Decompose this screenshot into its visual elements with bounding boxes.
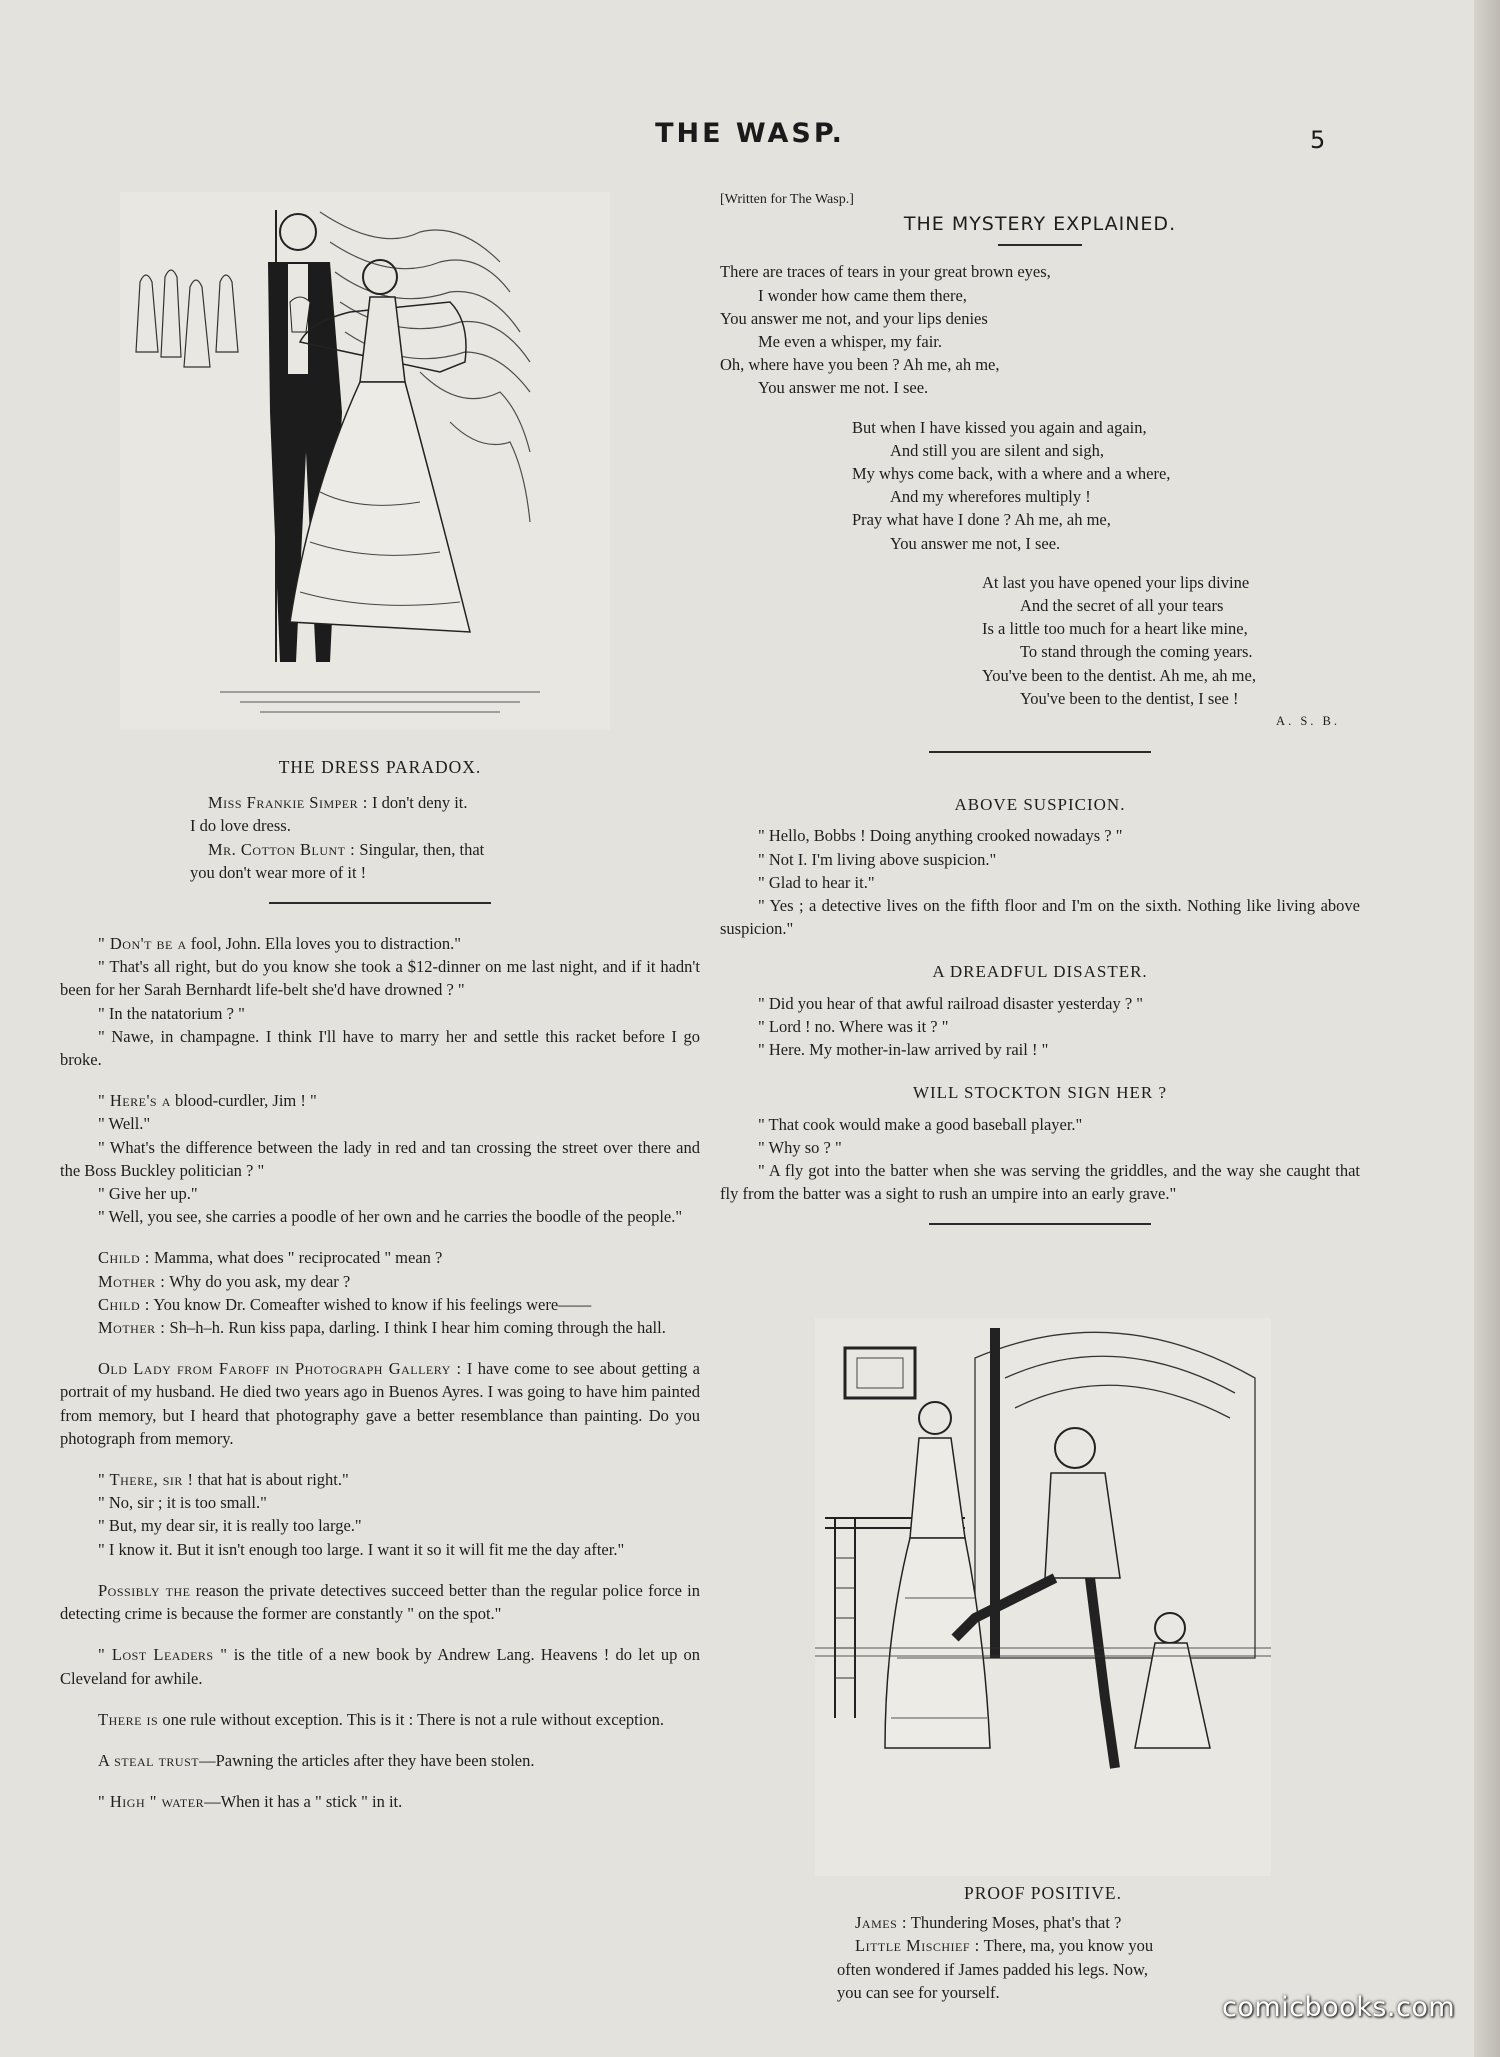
joke-text: one rule without exception. This is it : There is not a rule without exception. [158, 1709, 664, 1729]
joke-text: that hat is about right." [193, 1470, 349, 1490]
right-column [720, 188, 1360, 1225]
above-suspicion-title: ABOVE SUSPICION. [954, 795, 1126, 815]
joke-text: Sh–h–h. Run kiss papa, darling. I think I hear him coming through the hall. [165, 1318, 666, 1338]
masthead-title: THE WASP. [655, 118, 845, 149]
joke-text: —When it has a " stick " in it. [204, 1792, 403, 1812]
poem-line: You've been to the dentist. Ah me, ah me, [982, 665, 1256, 685]
joke-detectives [60, 1579, 700, 1625]
proof-positive-title: PROOF POSITIVE. [964, 1883, 1122, 1903]
joke-text: " That's all right, but do you know she took a $12-dinner on me last night, and if it hadn't been for her Sarah Bernhardt life-belt she'd have drowned ? " [60, 957, 700, 1000]
joke-photograph [60, 1357, 700, 1450]
poem-line: At last you have opened your lips divine [982, 572, 1250, 592]
poem-line: Me even a whisper, my fair. [758, 332, 942, 352]
joke-hat [60, 1468, 700, 1561]
joke-lead: " Lost Leaders " [98, 1645, 228, 1665]
caption-text: Singular, then, that [355, 839, 485, 859]
caption-speaker: James : [855, 1913, 907, 1933]
binding-edge [1474, 0, 1500, 2057]
section-divider [929, 1223, 1151, 1225]
joke-text: Why do you ask, my dear ? [165, 1271, 351, 1291]
joke-text: " I know it. But it isn't enough too large. I want it so it will fit me the day after." [98, 1539, 625, 1559]
joke-text: " In the natatorium ? " [98, 1003, 245, 1023]
piece-text: " Hello, Bobbs ! Doing anything crooked nowadays ? " [758, 826, 1123, 846]
proof-positive-caption [815, 1911, 1271, 2004]
poem-line: And the secret of all your tears [1020, 596, 1224, 616]
caption-text: I do love dress. [190, 816, 291, 836]
joke-text: " Well." [98, 1114, 151, 1134]
dress-paradox-title: THE DRESS PARADOX. [278, 757, 482, 777]
poem-stanza-2 [720, 416, 1360, 555]
dreadful-disaster [720, 960, 1360, 1061]
joke-lost-leaders [60, 1643, 700, 1689]
joke-lead: " Don't be a [98, 934, 187, 954]
poem-line: I wonder how came them there, [758, 285, 967, 305]
above-suspicion [720, 793, 1360, 940]
joke-lead: A steal trust [98, 1750, 200, 1770]
joke-text: Mamma, what does " reciprocated " mean ? [149, 1248, 443, 1268]
poem-signature: A. S. B. [1276, 714, 1340, 729]
little-mischief-figure [1135, 1613, 1210, 1748]
caption-text: There, ma, you know you [979, 1936, 1154, 1956]
piece-text: " Did you hear of that awful railroad disaster yesterday ? " [758, 993, 1144, 1013]
joke-text: " Give her up." [98, 1184, 198, 1204]
caption-speaker: Miss Frankie Simper : [208, 793, 368, 813]
poem-line: But when I have kissed you again and again, [852, 417, 1147, 437]
poem-line: You answer me not. I see. [758, 378, 929, 398]
poem-line: You answer me not, I see. [890, 533, 1061, 553]
joke-text: fool, John. Ella loves you to distraction." [186, 934, 462, 954]
will-stockton [720, 1081, 1360, 1205]
piece-text: " Not I. I'm living above suspicion." [758, 849, 997, 869]
poem-byline: [Written for The Wasp.] [720, 192, 854, 207]
piece-text: " Lord ! no. Where was it ? " [758, 1016, 949, 1036]
caption-speaker: Little Mischief : [855, 1936, 980, 1956]
joke-lead: Child : [98, 1248, 150, 1268]
left-column [60, 756, 700, 1813]
joke-lead: Old Lady from Faroff in Photograph Gallery : [98, 1359, 462, 1379]
poem-line: There are traces of tears in your great brown eyes, [720, 262, 1051, 282]
piece-text: " Here. My mother-in-law arrived by rail ! " [758, 1040, 1049, 1060]
watermark: comicbooks.com [1222, 1992, 1456, 2023]
joke-text: reason the private detectives succeed better than the regular police force in detecting crime is because the former are constantly " on the spot." [60, 1580, 700, 1624]
piece-text: " Glad to hear it." [758, 872, 875, 892]
joke-blood-curdler [60, 1089, 700, 1228]
poem-title-rule [998, 244, 1082, 246]
poem-line: Oh, where have you been ? Ah me, ah me, [720, 355, 1000, 375]
woman-figure [885, 1402, 990, 1748]
piece-text: " Why so ? " [758, 1137, 842, 1157]
joke-ella [60, 932, 700, 1071]
dress-paradox-engraving [120, 192, 610, 730]
poem-title: THE MYSTERY EXPLAINED. [903, 213, 1177, 236]
piece-text: " Yes ; a detective lives on the fifth floor and I'm on the sixth. Nothing like living above suspicion." [720, 896, 1360, 939]
joke-text: " What's the difference between the lady in red and tan crossing the street over there and the Boss Buckley politician ? " [60, 1137, 700, 1180]
joke-lead: Mother : [98, 1318, 166, 1338]
will-stockton-title: WILL STOCKTON SIGN HER ? [912, 1083, 1168, 1103]
joke-lead: Mother : [98, 1271, 166, 1291]
poem-line: Pray what have I done ? Ah me, ah me, [852, 510, 1111, 530]
poem-line: You answer me not, and your lips denies [720, 308, 988, 328]
section-divider [929, 751, 1151, 753]
proof-positive-engraving [815, 1318, 1271, 1876]
joke-reciprocated [60, 1246, 700, 1339]
joke-lead: " High " water [98, 1792, 205, 1812]
caption-speaker: Mr. Cotton Blunt : [208, 839, 356, 859]
joke-text: You know Dr. Comeafter wished to know if his feelings were—— [149, 1294, 592, 1314]
joke-text: " No, sir ; it is too small." [98, 1493, 267, 1513]
poem-stanza-3 [720, 571, 1360, 710]
piece-text: " A fly got into the batter when she was serving the griddles, and the way she caught that fly from the batter was a sight to rush an umpire into an early grave." [720, 1160, 1360, 1204]
caption-text: you don't wear more of it ! [190, 862, 367, 882]
dress-paradox-illustration [120, 192, 610, 730]
poem-line: You've been to the dentist, I see ! [1020, 688, 1239, 708]
poem-line: And my wherefores multiply ! [890, 487, 1091, 507]
joke-lead: Child : [98, 1294, 150, 1314]
poem-line: To stand through the coming years. [1020, 642, 1253, 662]
poem-line: My whys come back, with a where and a where, [852, 464, 1171, 484]
joke-lead: " Here's a [98, 1091, 171, 1111]
joke-lead: " There, sir ! [98, 1470, 194, 1490]
dreadful-disaster-title: A DREADFUL DISASTER. [932, 962, 1148, 982]
caption-text: I don't deny it. [367, 793, 468, 813]
joke-text: blood-curdler, Jim ! " [170, 1091, 317, 1111]
joke-lead: Possibly the [98, 1580, 191, 1600]
caption-text: often wondered if James padded his legs. Now, [837, 1959, 1148, 1979]
joke-lead: There is [98, 1709, 159, 1729]
caption-text: you can see for yourself. [837, 1982, 1000, 2002]
section-divider [269, 902, 491, 904]
joke-text: is the title of a new book by Andrew Lang. Heavens ! do let up on Cleveland for awhile. [60, 1645, 701, 1688]
piece-text: " That cook would make a good baseball player." [758, 1114, 1083, 1134]
proof-positive-illustration [815, 1318, 1271, 1876]
joke-high-water [60, 1790, 700, 1813]
proof-positive-caption-block [815, 1882, 1271, 2004]
poem-line: Is a little too much for a heart like mine, [982, 619, 1248, 639]
page-number: 5 [1310, 126, 1326, 154]
joke-text: " But, my dear sir, it is really too large." [98, 1516, 362, 1536]
joke-rule [60, 1708, 700, 1731]
caption-text: Thundering Moses, phat's that ? [906, 1913, 1122, 1933]
joke-text: " Well, you see, she carries a poodle of her own and he carries the boodle of the people." [98, 1207, 683, 1227]
joke-text: I have come to see about getting a portrait of my husband. He died two years ago in Buenos Ayres. I was going to have him painted from memory, but I heard that photography gave a better resemblance than painting. Do you photograph from memory. [60, 1359, 700, 1448]
dress-paradox-caption [60, 791, 630, 884]
joke-steal-trust [60, 1749, 700, 1772]
joke-text: —Pawning the articles after they have been stolen. [199, 1750, 535, 1770]
joke-text: " Nawe, in champagne. I think I'll have to marry her and settle this racket before I go broke. [60, 1026, 700, 1070]
poem-stanza-1 [720, 260, 1360, 399]
poem-line: And still you are silent and sigh, [890, 440, 1105, 460]
